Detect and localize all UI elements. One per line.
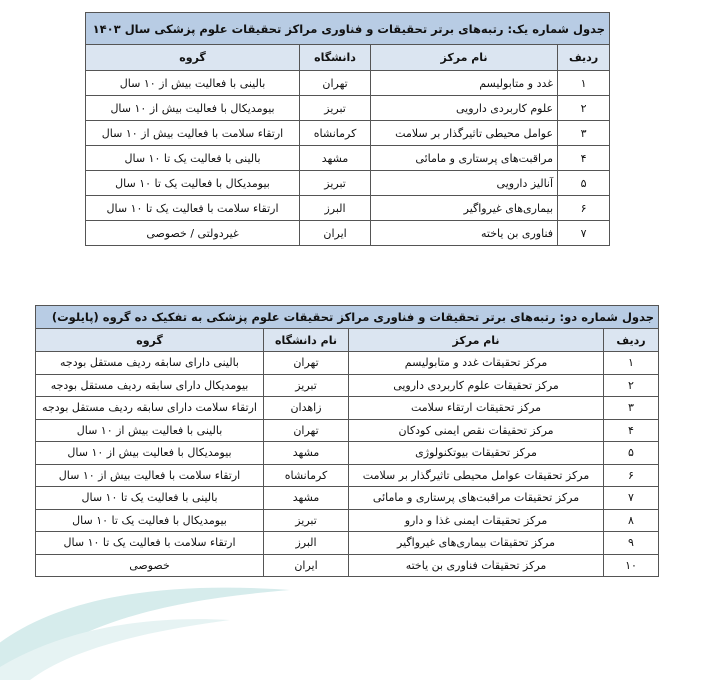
table-one xyxy=(85,12,610,246)
table-row: ۷ فناوری بن یاخته ایران غیردولتی / خصوصی xyxy=(86,221,610,246)
header-group: گروه xyxy=(86,45,300,71)
table-two xyxy=(35,305,659,577)
header-center: نام مرکز xyxy=(371,45,558,71)
header-center: نام مرکز xyxy=(349,329,604,352)
table-row: ۲ مرکز تحقیقات علوم کاربردی دارویی تبریز بیومدیکال دارای سابقه ردیف مستقل بودجه xyxy=(36,374,659,397)
header-rank: ردیف xyxy=(604,329,659,352)
table-two-title: جدول شماره دو: رتبه‌های برتر تحقیقات و فناوری مراکز تحقیقات علوم پزشکی به تفکیک ده گروه (پایلوت) xyxy=(36,306,659,329)
header-group: گروه xyxy=(36,329,264,352)
table-row: ۷ مرکز تحقیقات مراقبت‌های پرستاری و مامائی مشهد بالینی با فعالیت یک تا ۱۰ سال xyxy=(36,487,659,510)
table-row: ۴ مرکز تحقیقات نقص ایمنی کودکان تهران بالینی با فعالیت بیش از ۱۰ سال xyxy=(36,419,659,442)
table-row: ۲ علوم کاربردی دارویی تبریز بیومدیکال با فعالیت بیش از ۱۰ سال xyxy=(86,96,610,121)
table-row: ۳ عوامل محیطی تاثیرگذار بر سلامت کرمانشاه ارتقاء سلامت با فعالیت بیش از ۱۰ سال xyxy=(86,121,610,146)
header-university: نام دانشگاه xyxy=(264,329,349,352)
table-row: ۱ مرکز تحقیقات غدد و متابولیسم تهران بالینی دارای سابقه ردیف مستقل بودجه xyxy=(36,352,659,375)
table-row: ۳ مرکز تحقیقات ارتقاء سلامت زاهدان ارتقاء سلامت دارای سابقه ردیف مستقل بودجه xyxy=(36,397,659,420)
header-university: دانشگاه xyxy=(300,45,371,71)
table-row: ۱۰ مرکز تحقیقات فناوری بن یاخته ایران خصوصی xyxy=(36,554,659,577)
table-one-title: جدول شماره یک: رتبه‌های برتر تحقیقات و فناوری مراکز تحقیقات علوم پزشکی سال ۱۴۰۳ xyxy=(86,13,610,45)
table-row: ۸ مرکز تحقیقات ایمنی غذا و دارو تبریز بیومدیکال با فعالیت یک تا ۱۰ سال xyxy=(36,509,659,532)
table-row: ۴ مراقبت‌های پرستاری و مامائی مشهد بالینی با فعالیت یک تا ۱۰ سال xyxy=(86,146,610,171)
table-row: ۶ مرکز تحقیقات عوامل محیطی تاثیرگذار بر سلامت کرمانشاه ارتقاء سلامت با فعالیت بیش از ۱۰ سال xyxy=(36,464,659,487)
header-rank: ردیف xyxy=(558,45,610,71)
table-row: ۱ غدد و متابولیسم تهران بالینی با فعالیت بیش از ۱۰ سال xyxy=(86,71,610,96)
table-row: ۶ بیماری‌های غیرواگیر البرز ارتقاء سلامت با فعالیت یک تا ۱۰ سال xyxy=(86,196,610,221)
table-row: ۹ مرکز تحقیقات بیماری‌های غیرواگیر البرز ارتقاء سلامت با فعالیت یک تا ۱۰ سال xyxy=(36,532,659,555)
table-row: ۵ مرکز تحقیقات بیوتکنولوژی مشهد بیومدیکال با فعالیت بیش از ۱۰ سال xyxy=(36,442,659,465)
decorative-swoosh xyxy=(0,560,290,680)
table-row: ۵ آنالیز دارویی تبریز بیومدیکال با فعالیت یک تا ۱۰ سال xyxy=(86,171,610,196)
